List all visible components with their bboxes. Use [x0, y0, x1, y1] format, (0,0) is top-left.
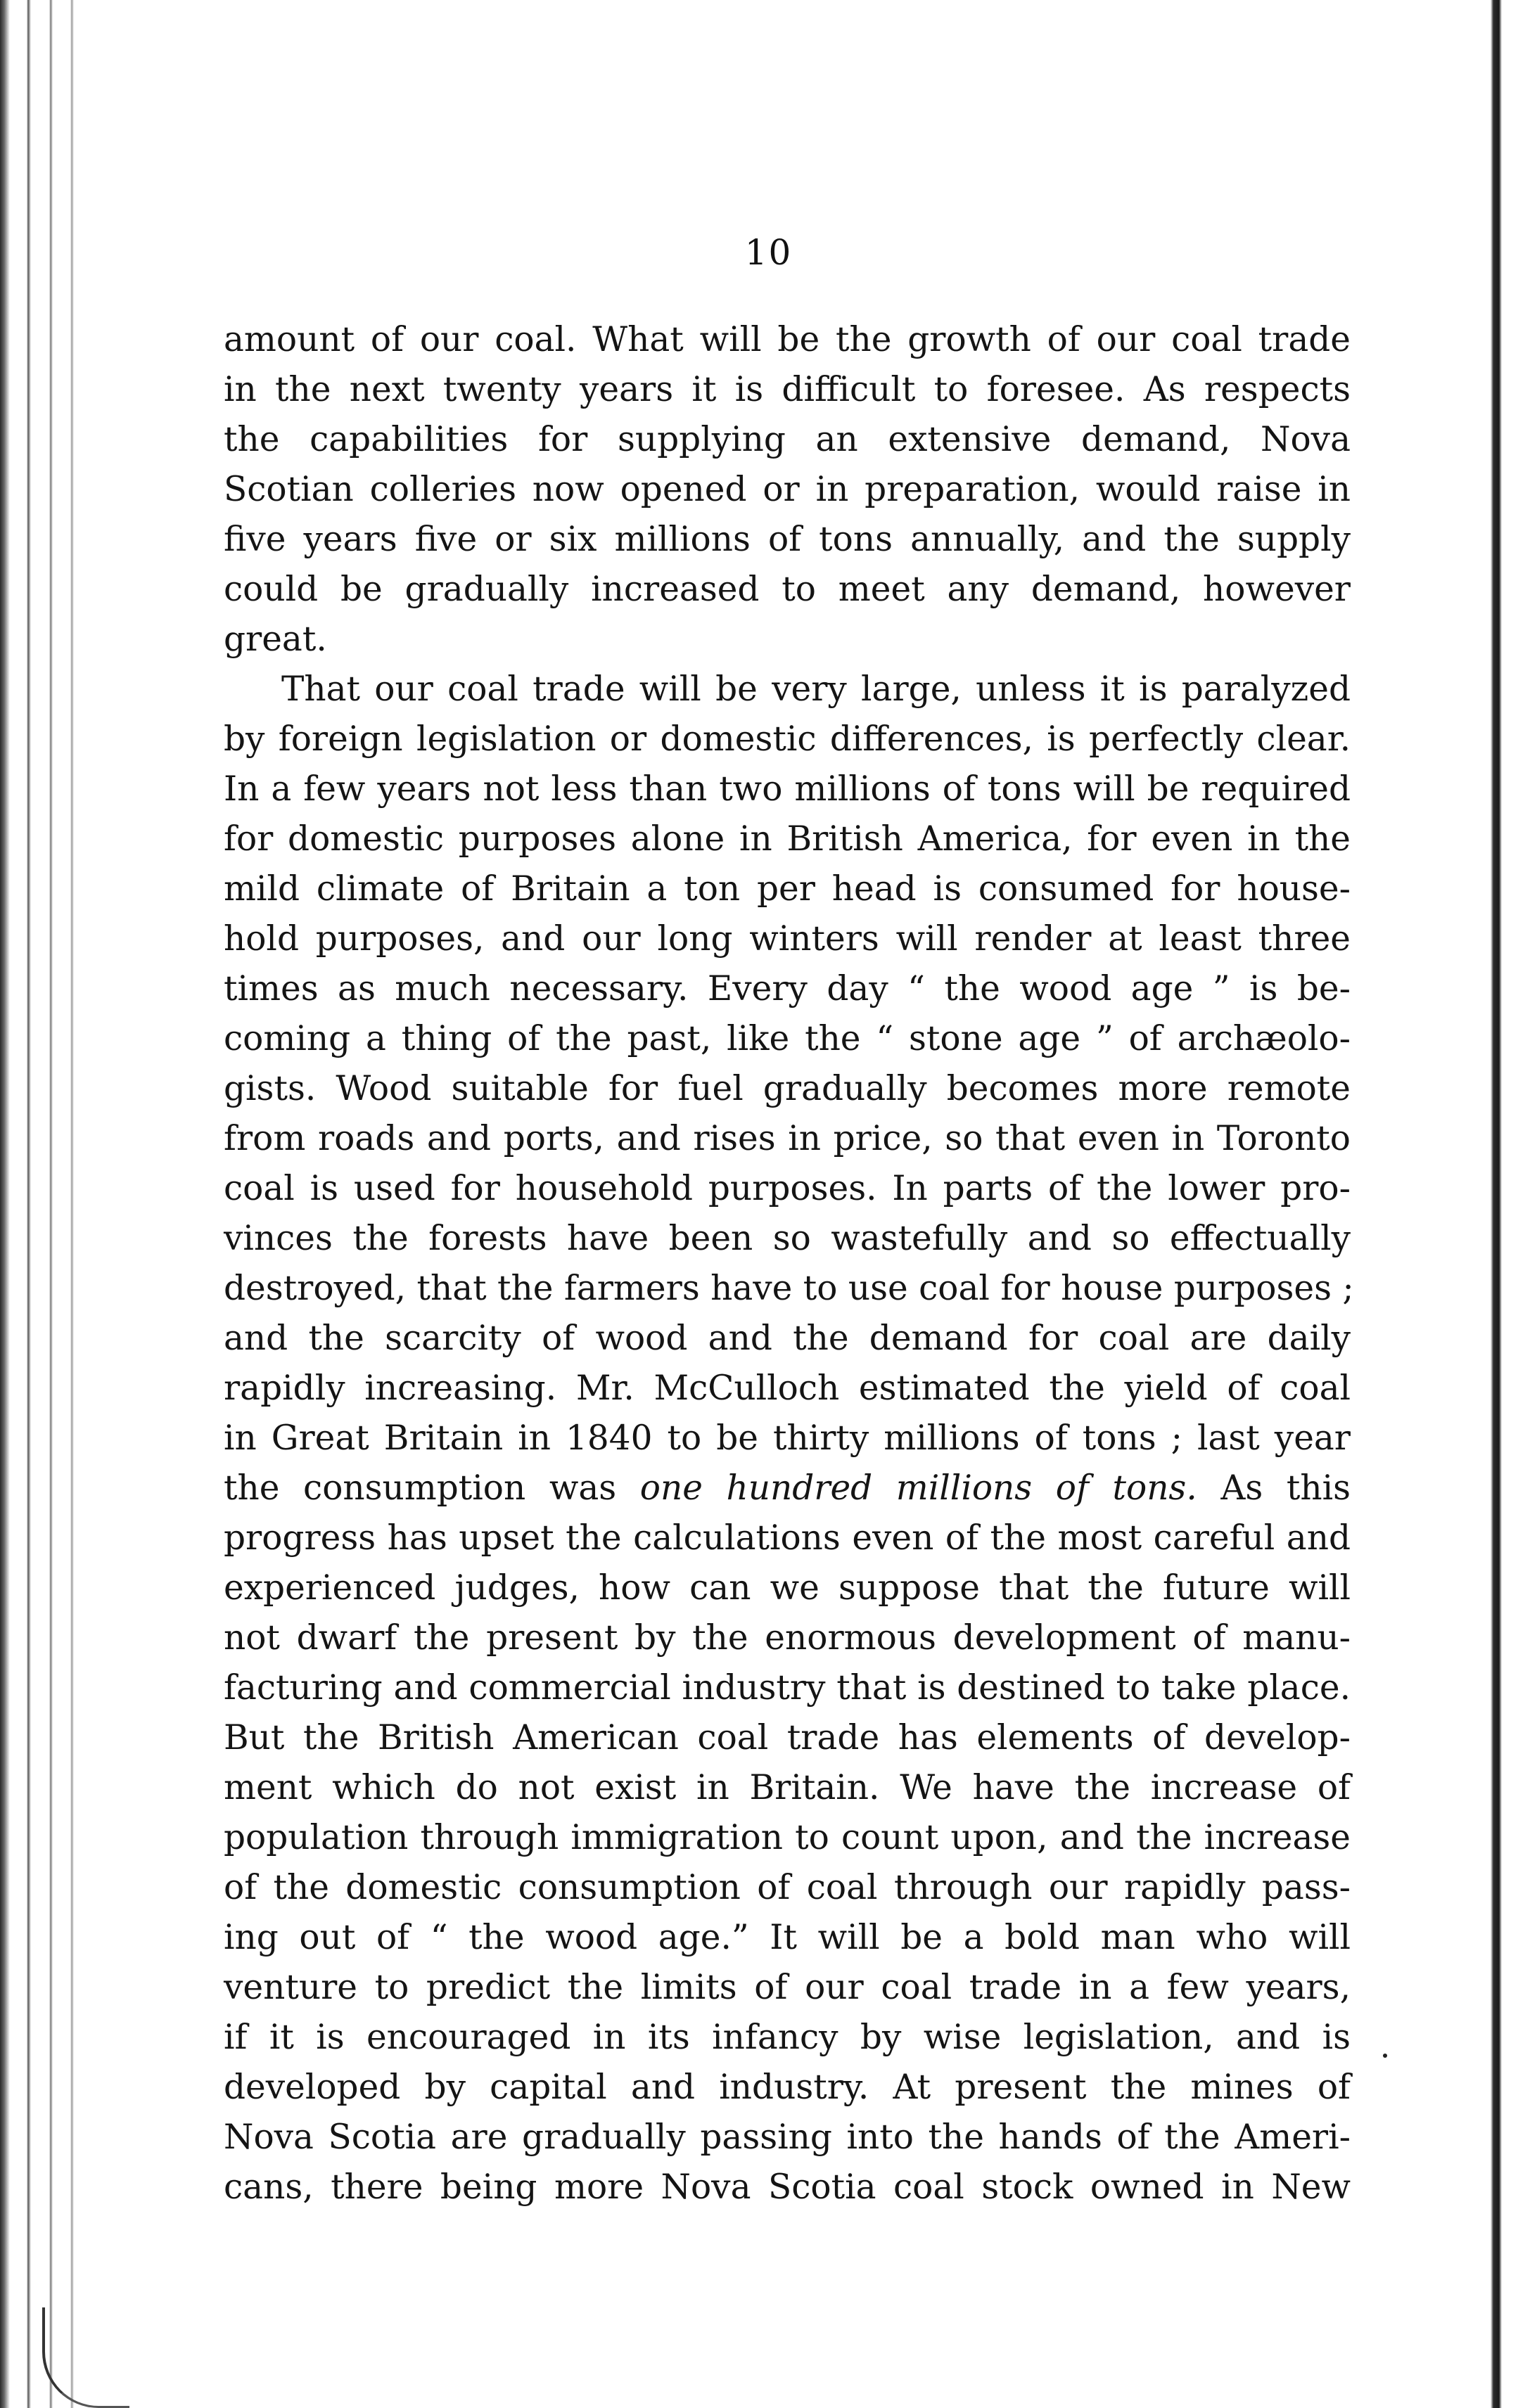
text-line: and the scarcity of wood and the demand for coal are daily	[224, 1319, 1351, 1358]
text-line: But the British American coal trade has elements of develop-	[224, 1718, 1351, 1757]
text-line: could be gradually increased to meet any demand, however	[224, 570, 1351, 609]
text-line: for domestic purposes alone in British America, for even in the	[224, 819, 1351, 859]
margin-mark	[1383, 2054, 1387, 2058]
right-page-edge	[1481, 0, 1537, 2408]
text-line: venture to predict the limits of our coal trade in a few years,	[224, 1968, 1351, 2007]
text-line: destroyed, that the farmers have to use coal for house purposes ;	[224, 1269, 1354, 1308]
text-line: times as much necessary. Every day “ the wood age ” is be-	[224, 969, 1351, 1008]
text-line: mild climate of Britain a ton per head is consumed for house-	[224, 869, 1351, 909]
text-line: cans, there being more Nova Scotia coal stock owned in New	[224, 2167, 1351, 2207]
text-line: progress has upset the calculations even of the most careful and	[224, 1518, 1351, 1558]
text-line: in Great Britain in 1840 to be thirty millions of tons ; last year	[224, 1418, 1351, 1458]
text-line: Scotian colleries now opened or in preparation, would raise in	[224, 470, 1351, 509]
text-line: vinces the forests have been so wastefully and so effectually	[224, 1219, 1351, 1258]
text-line: developed by capital and industry. At present the mines of	[224, 2068, 1351, 2107]
text-line: facturing and commercial industry that is destined to take place.	[224, 1668, 1351, 1708]
text-line: Nova Scotia are gradually passing into the hands of the Ameri-	[224, 2118, 1351, 2157]
text-line: hold purposes, and our long winters will render at least three	[224, 919, 1351, 959]
text-line: in the next twenty years it is difficult to foresee. As respects	[224, 370, 1351, 409]
text-line: five years five or six millions of tons annually, and the supply	[224, 520, 1351, 559]
text-line: coal is used for household purposes. In parts of the lower pro-	[224, 1169, 1351, 1208]
text-line: amount of our coal. What will be the growth of our coal trade	[224, 320, 1351, 359]
text-line: by foreign legislation or domestic differences, is perfectly clear.	[224, 719, 1351, 759]
body-text	[224, 315, 1354, 2212]
text-line: great.	[224, 620, 327, 659]
text-segment: As this	[1220, 1468, 1351, 1508]
text-line: rapidly increasing. Mr. McCulloch estimated the yield of coal	[224, 1369, 1351, 1408]
text-line-with-italic	[224, 1464, 1351, 1513]
text-line: of the domestic consumption of coal through our rapidly pass-	[224, 1868, 1351, 1907]
text-line: if it is encouraged in its infancy by wise legislation, and is	[224, 2018, 1351, 2057]
text-line: the capabilities for supplying an extensive demand, Nova	[224, 420, 1351, 459]
paragraph-start-line: That our coal trade will be very large, unless it is paralyzed	[281, 670, 1351, 709]
text-line: In a few years not less than two millions of tons will be required	[224, 769, 1351, 809]
italic-phrase: one hundred millions of tons.	[639, 1468, 1197, 1508]
text-line: ing out of “ the wood age.” It will be a bold man who will	[224, 1918, 1351, 1957]
text-line: not dwarf the present by the enormous development of manu-	[224, 1618, 1351, 1658]
text-line: from roads and ports, and rises in price, so that even in Toronto	[224, 1119, 1351, 1158]
text-segment: the consumption was	[224, 1468, 617, 1508]
left-page-edge	[0, 0, 84, 2408]
text-line: ment which do not exist in Britain. We have the increase of	[224, 1768, 1351, 1807]
text-line: population through immigration to count upon, and the increase	[224, 1818, 1351, 1857]
page-number: 10	[744, 232, 793, 273]
text-line: experienced judges, how can we suppose that the future will	[224, 1568, 1351, 1608]
text-line: coming a thing of the past, like the “ stone age ” of archæolo-	[224, 1019, 1351, 1058]
text-line: gists. Wood suitable for fuel gradually becomes more remote	[224, 1069, 1351, 1108]
